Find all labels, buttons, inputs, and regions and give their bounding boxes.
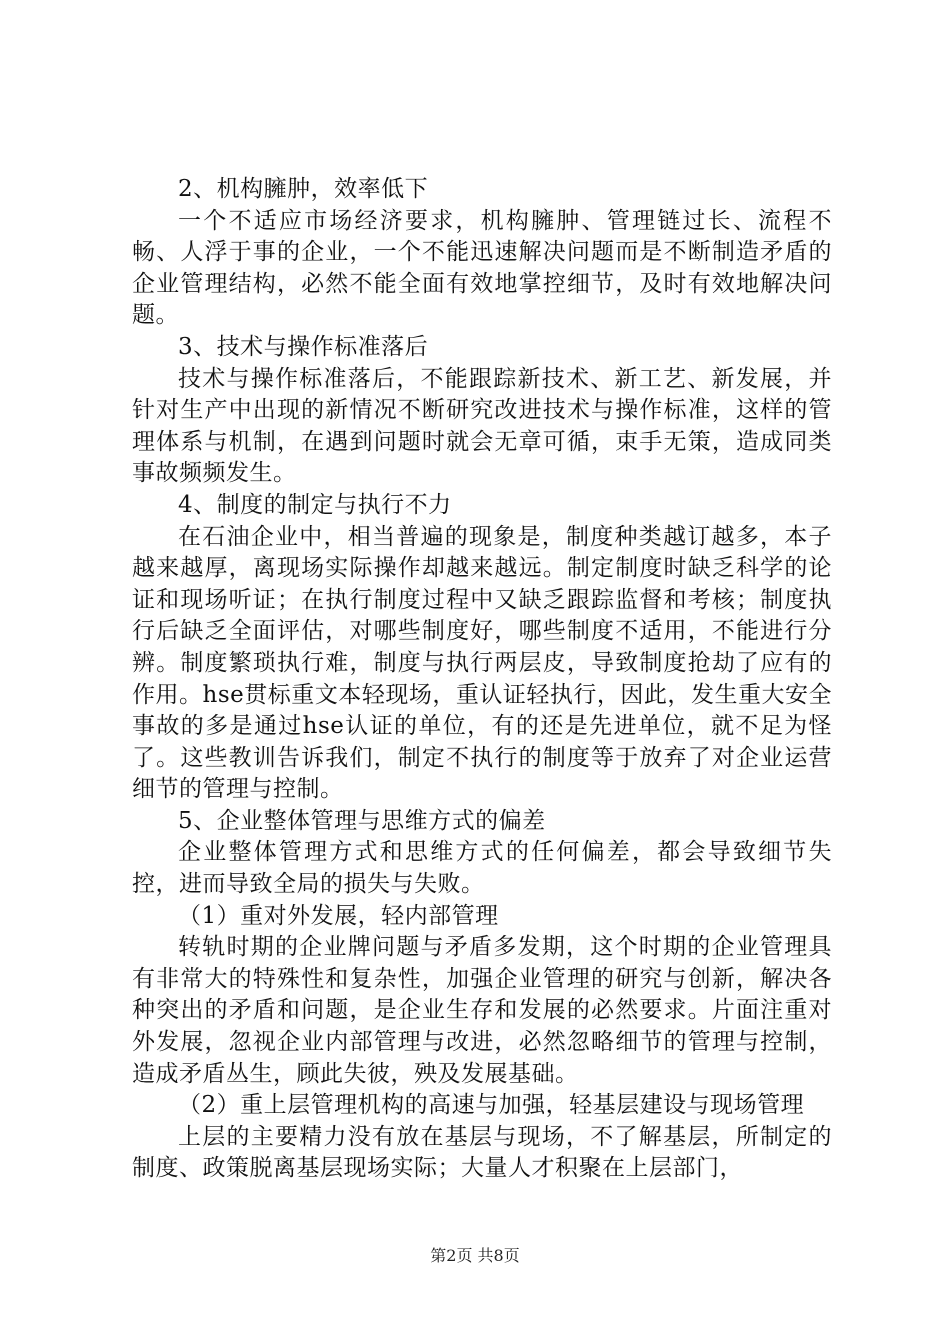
body-paragraph: 上层的主要精力没有放在基层与现场，不了解基层，所制定的制度、政策脱离基层现场实际；大量人才积聚在上层部门， [132, 1123, 832, 1182]
subsection-heading: （1）重对外发展，轻内部管理 [178, 902, 499, 929]
body-paragraph: 企业整体管理方式和思维方式的任何偏差，都会导致细节失控，进而导致全局的损失与失败。 [132, 839, 832, 898]
body-paragraph: 转轨时期的企业牌问题与矛盾多发期，这个时期的企业管理具有非常大的特殊性和复杂性，加强企业管理的研究与创新，解决各种突出的矛盾和问题，是企业生存和发展的必然要求。片面注重对外发展，忽视企业内部管理与改进，必然忽略细节的管理与控制，造成矛盾丛生，顾此失彼，殃及发展基础。 [132, 934, 832, 1087]
section-heading: 4、制度的制定与执行不力 [178, 491, 452, 518]
document-body [132, 174, 832, 1185]
subsection-heading: （2）重上层管理机构的高速与加强，轻基层建设与现场管理 [178, 1092, 805, 1119]
body-paragraph: 技术与操作标准落后，不能跟踪新技术、新工艺、新发展，并针对生产中出现的新情况不断研究改进技术与操作标准，这样的管理体系与机制，在遇到问题时就会无章可循，束手无策，造成同类事故频频发生。 [132, 365, 832, 487]
body-paragraph: 一个不适应市场经济要求，机构臃肿、管理链过长、流程不畅、人浮于事的企业，一个不能迅速解决问题而是不断制造矛盾的企业管理结构，必然不能全面有效地掌控细节，及时有效地解决问题。 [132, 207, 832, 329]
body-paragraph: 在石油企业中，相当普遍的现象是，制度种类越订越多，本子越来越厚，离现场实际操作却越来越远。制定制度时缺乏科学的论证和现场听证；在执行制度过程中又缺乏跟踪监督和考核；制度执行后缺乏全面评估，对哪些制度好，哪些制度不适用，不能进行分辨。制度繁琐执行难，制度与执行两层皮，导致制度抢劫了应有的作用。hse贯标重文本轻现场，重认证轻执行，因此，发生重大安全事故的多是通过hse认证的单位，有的还是先进单位，就不足为怪了。这些教训告诉我们，制定不执行的制度等于放弃了对企业运营细节的管理与控制。 [132, 523, 832, 803]
section-heading: 5、企业整体管理与思维方式的偏差 [178, 807, 546, 834]
page-number-footer: 第2页 共8页 [430, 1246, 520, 1265]
section-heading: 3、技术与操作标准落后 [178, 333, 429, 360]
section-heading: 2、机构臃肿，效率低下 [178, 176, 429, 202]
